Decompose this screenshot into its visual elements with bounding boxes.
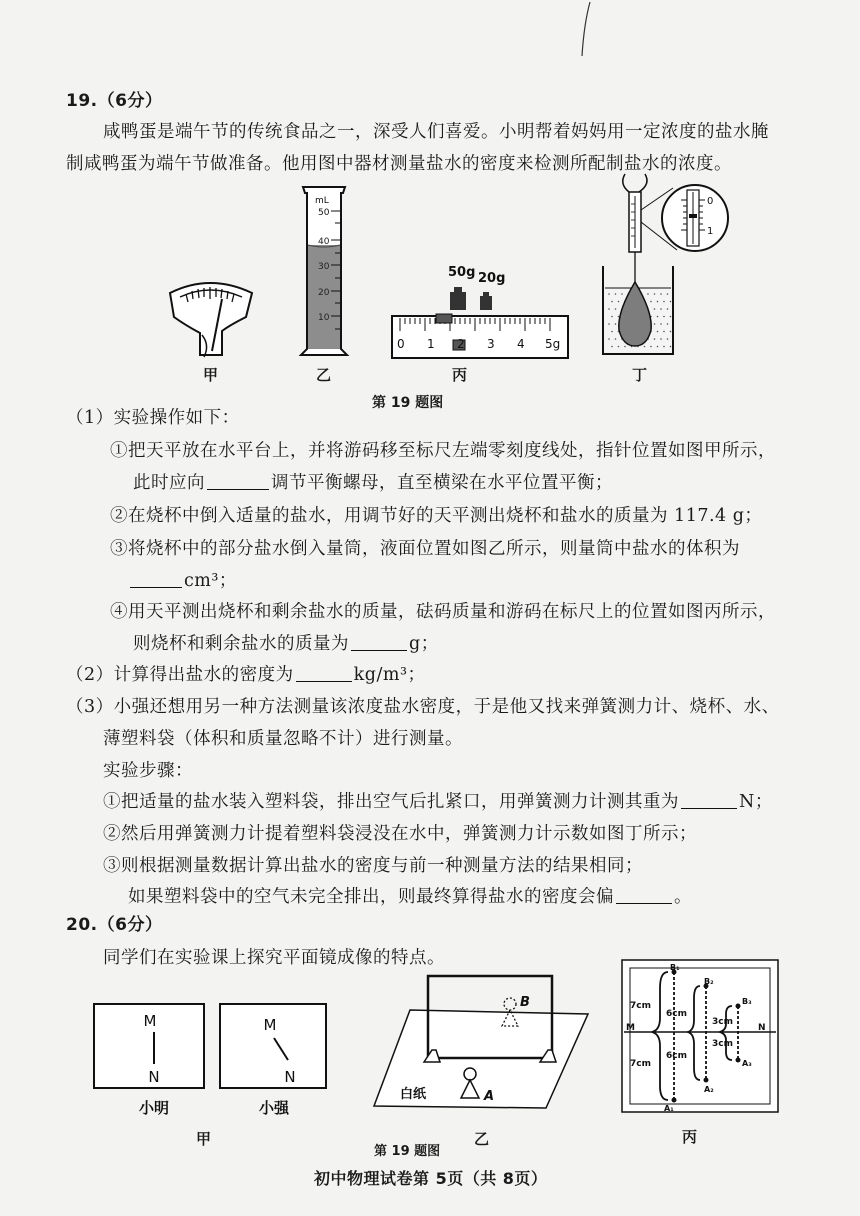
water-dot: [615, 338, 617, 340]
scale-tick-4: 4: [517, 337, 525, 351]
q19-intro-line2: 制咸鸭蛋为端午节做准备。他用图中器材测量盐水的密度来检测所配制盐水的浓度。: [66, 154, 732, 174]
q19-step2: ②在烧杯中倒入适量的盐水，用调节好的天平测出烧杯和盐水的质量为 117.4 g；: [110, 506, 763, 526]
dist-upper-3cm: 3cm: [712, 1017, 733, 1027]
page-footer: 初中物理试卷第 5页（共 8页）: [314, 1169, 548, 1188]
q19-part3-line-a: （3）小强还想用另一种方法测量该浓度盐水密度，于是他又找来弹簧测力计、烧杯、水、: [66, 697, 780, 717]
answer-blank-volume[interactable]: [130, 571, 182, 588]
graduated-cylinder-figure: [295, 183, 355, 363]
cylinder-tick-30: 30: [318, 262, 330, 272]
water-dot: [667, 293, 669, 295]
q19-step3-line-a: ③将烧杯中的部分盐水倒入量筒，液面位置如图乙所示，则量筒中盐水的体积为: [110, 539, 740, 559]
water-dot: [670, 301, 672, 303]
scale-tick-1: 1: [427, 337, 435, 351]
q19-figure-caption: 第 19 题图: [372, 395, 444, 411]
water-dot: [663, 346, 665, 348]
water-dot: [608, 293, 610, 295]
fig-label-bing: 丙: [452, 366, 468, 384]
box-left-letter-m: M: [143, 1012, 157, 1030]
glass-plate-setup-figure: [370, 970, 590, 1118]
cylinder-tick-20: 20: [318, 288, 330, 298]
stray-pen-mark: [576, 0, 596, 60]
water-dot: [657, 346, 659, 348]
q19-heading: 19.（6分）: [66, 91, 163, 111]
water-dot: [618, 301, 620, 303]
water-dot: [644, 346, 646, 348]
dist-upper-6cm: 6cm: [666, 1009, 687, 1019]
grid-label-m: M: [626, 1023, 635, 1033]
dist-lower-6cm: 6cm: [666, 1051, 687, 1061]
grid-label-b1: B₁: [670, 963, 680, 972]
q19-step3-line-b: cm³；: [128, 567, 237, 592]
balance-scale-figure: [388, 256, 573, 360]
water-dot: [670, 316, 672, 318]
scale-tick-2: 2: [457, 337, 465, 351]
answer-blank-density[interactable]: [296, 665, 352, 682]
fig-label-jia: 甲: [203, 366, 219, 384]
water-dot: [608, 338, 610, 340]
water-dot: [660, 338, 662, 340]
q19-s3: ③则根据测量数据计算出盐水的密度与前一种测量方法的结果相同；: [103, 856, 643, 876]
q19-s4: 如果塑料袋中的空气未完全排出，则最终算得盐水的密度会偏 。: [128, 887, 692, 907]
fig-label-yi: 乙: [316, 366, 332, 384]
water-dot: [667, 323, 669, 325]
water-dot: [624, 346, 626, 348]
grid-label-n: N: [758, 1023, 766, 1033]
name-xiaoqiang: 小强: [258, 1099, 290, 1117]
cylinder-unit: mL: [315, 196, 329, 206]
answer-blank-direction[interactable]: [207, 473, 269, 490]
q20-intro: 同学们在实验课上探究平面镜成像的特点。: [103, 948, 445, 968]
water-dot: [654, 323, 656, 325]
water-dot: [660, 308, 662, 310]
gauge-tick-0: 0: [707, 196, 714, 207]
q19-part1-title: （1）实验操作如下：: [66, 408, 240, 428]
q20-fig-label-bing: 丙: [682, 1128, 698, 1146]
water-dot: [615, 293, 617, 295]
q19-step1-line-a: ①把天平放在水平台上，并将游码移至标尺左端零刻度线处，指针位置如图甲所示，: [110, 441, 776, 461]
grid-label-b3: B₃: [742, 997, 752, 1006]
q19-part3-line-b: 薄塑料袋（体积和质量忽略不计）进行测量。: [103, 729, 463, 749]
water-dot: [657, 301, 659, 303]
grid-label-a2: A₂: [704, 1085, 714, 1094]
point-a-label: A: [484, 1089, 495, 1104]
grid-label-b2: B₂: [704, 977, 714, 986]
water-dot: [611, 301, 613, 303]
water-dot: [647, 293, 649, 295]
water-dot: [654, 338, 656, 340]
scale-tick-5g: 5g: [545, 337, 561, 351]
scale-tick-0: 0: [397, 337, 405, 351]
water-dot: [611, 346, 613, 348]
dist-upper-7cm: 7cm: [630, 1001, 651, 1011]
paper-label: 白纸: [400, 1087, 427, 1102]
dist-lower-3cm: 3cm: [712, 1039, 733, 1049]
scale-tick-3: 3: [487, 337, 495, 351]
water-dot: [650, 301, 652, 303]
box-left-letter-n: N: [148, 1068, 160, 1086]
water-dot: [660, 293, 662, 295]
spring-scale-figure: [595, 170, 730, 360]
balance-dial-figure: [160, 275, 260, 360]
cylinder-tick-40: 40: [318, 237, 330, 247]
q20-heading: 20.（6分）: [66, 915, 163, 935]
q20-figure-caption: 第 19 题图: [374, 1144, 441, 1159]
water-dot: [663, 301, 665, 303]
box-right-letter-n: N: [284, 1068, 296, 1086]
q19-s2: ②然后用弹簧测力计提着塑料袋浸没在水中，弹簧测力计示数如图丁所示；: [103, 824, 697, 844]
q19-intro-line1: 咸鸭蛋是端午节的传统食品之一，深受人们喜爱。小明帮着妈妈用一定浓度的盐水腌: [103, 122, 769, 142]
water-dot: [611, 331, 613, 333]
water-dot: [654, 308, 656, 310]
water-dot: [621, 293, 623, 295]
answer-blank-remaining-mass[interactable]: [351, 634, 407, 651]
point-b-label: B: [520, 995, 530, 1010]
water-dot: [654, 293, 656, 295]
water-dot: [615, 323, 617, 325]
water-dot: [663, 331, 665, 333]
cylinder-tick-10: 10: [318, 313, 330, 323]
box-right-letter-m: M: [263, 1016, 277, 1034]
q20-fig-label-yi: 乙: [474, 1130, 490, 1148]
weight-50g-label: 50g: [448, 265, 476, 280]
mirror-position-boxes-figure: [90, 1000, 330, 1122]
answer-blank-bias[interactable]: [616, 887, 672, 904]
gauge-tick-1: 1: [707, 226, 714, 237]
water-dot: [608, 308, 610, 310]
water-dot: [667, 308, 669, 310]
water-dot: [670, 346, 672, 348]
water-dot: [657, 331, 659, 333]
water-dot: [615, 308, 617, 310]
water-dot: [663, 316, 665, 318]
name-xiaoming: 小明: [138, 1099, 170, 1117]
q19-steps-title: 实验步骤：: [103, 761, 193, 781]
q19-part2: （2）计算得出盐水的密度为 kg/m³；: [66, 665, 426, 685]
water-dot: [660, 323, 662, 325]
q20-fig-label-jia: 甲: [196, 1130, 212, 1148]
q19-step1-line-b: 此时应向 调节平衡螺母，直至横梁在水平位置平衡；: [133, 473, 613, 493]
q19-step4-line-b: 则烧杯和剩余盐水的质量为 g；: [133, 634, 439, 654]
grid-label-a3: A₃: [742, 1059, 752, 1068]
cylinder-tick-50: 50: [318, 208, 330, 218]
water-dot: [670, 331, 672, 333]
water-dot: [618, 346, 620, 348]
dist-lower-7cm: 7cm: [630, 1059, 651, 1069]
water-dot: [608, 323, 610, 325]
fig-label-ding: 丁: [632, 366, 648, 384]
image-distance-grid-figure: [620, 958, 780, 1116]
water-dot: [667, 338, 669, 340]
q19-s1: ①把适量的盐水装入塑料袋，排出空气后扎紧口，用弹簧测力计测其重为 N；: [103, 792, 773, 812]
q19-step4-line-a: ④用天平测出烧杯和剩余盐水的质量，砝码质量和游码在标尺上的位置如图丙所示，: [110, 602, 776, 622]
water-dot: [611, 316, 613, 318]
answer-blank-weight[interactable]: [681, 792, 737, 809]
weight-20g-label: 20g: [478, 271, 506, 286]
grid-label-a1: A₁: [664, 1104, 674, 1113]
water-dot: [657, 316, 659, 318]
water-dot: [650, 346, 652, 348]
